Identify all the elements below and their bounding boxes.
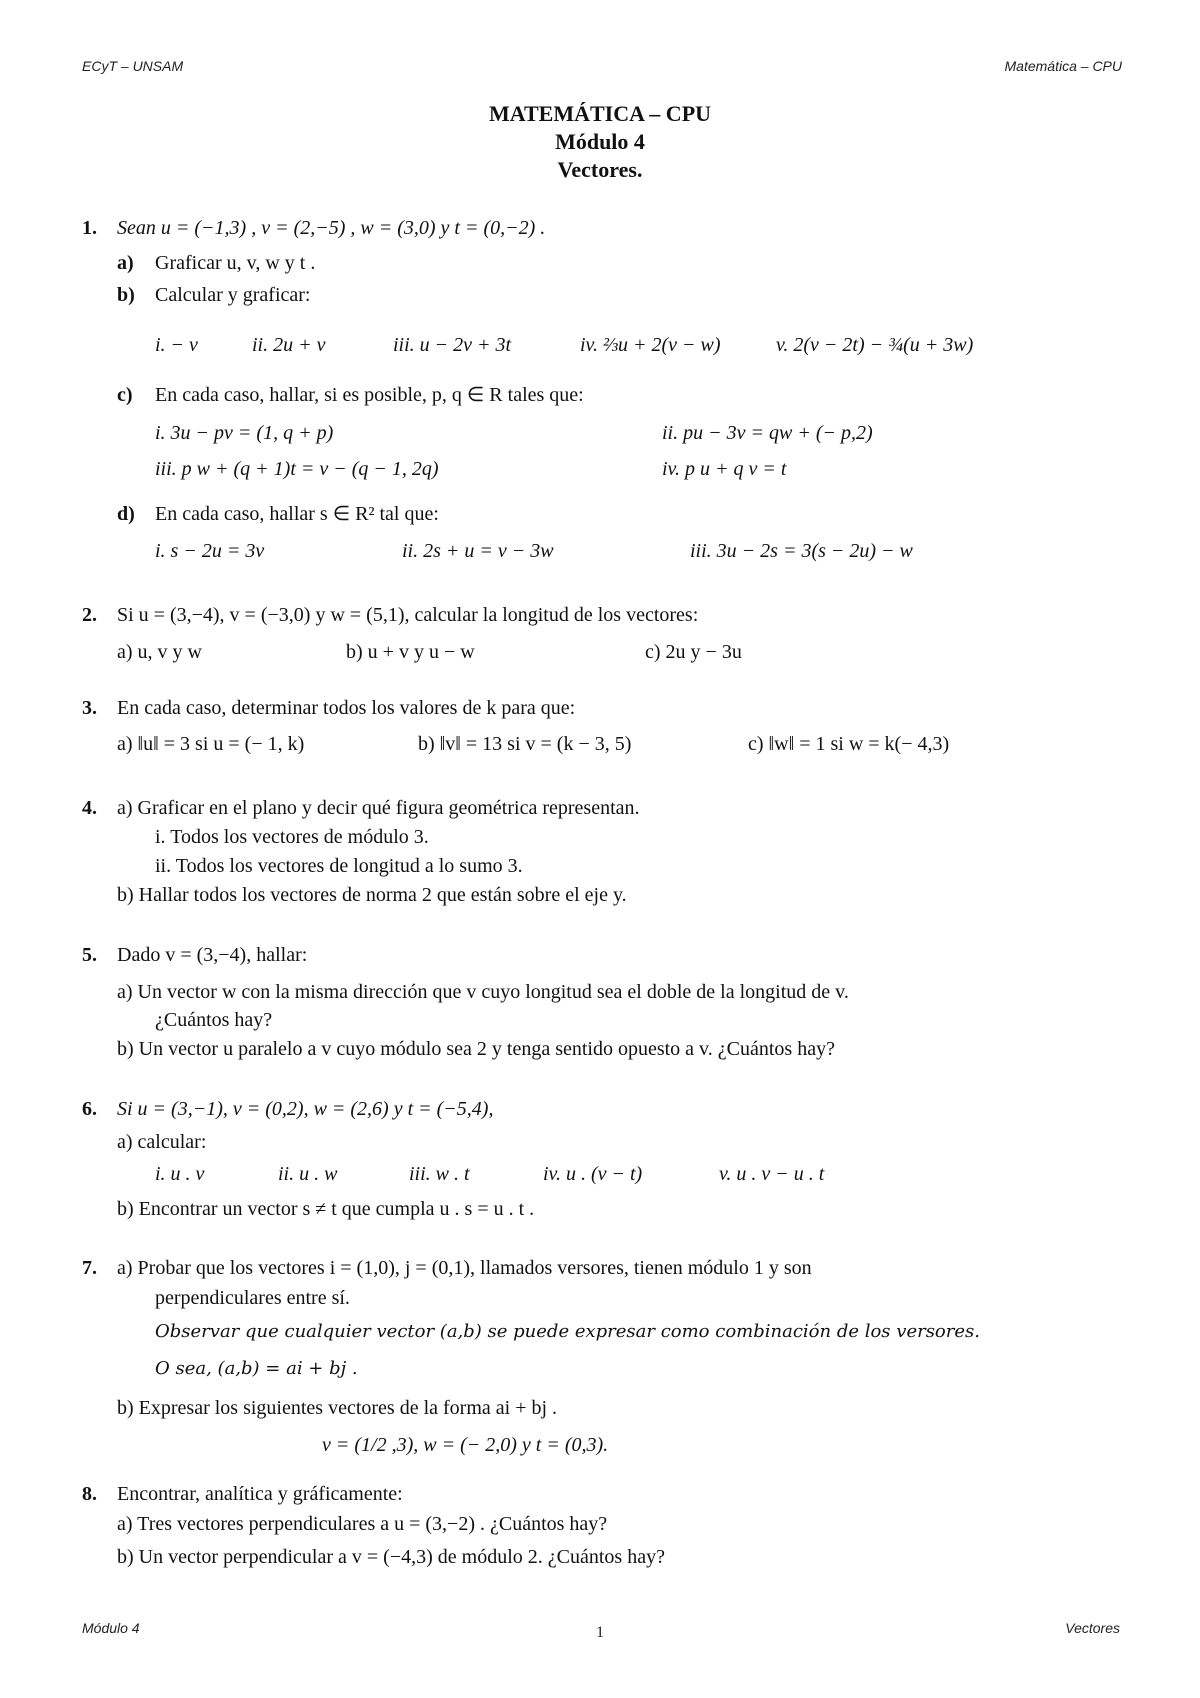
ex1-d-i: i. s − 2u = 3v — [155, 540, 265, 562]
ex8-a: a) Tres vectores perpendiculares a u = (3,−2) . ¿Cuántos hay? — [117, 1513, 608, 1535]
ex3-a: a) ‖u‖ = 3 si u = (− 1, k) — [117, 733, 305, 755]
ex6-a-v: v. u . v − u . t — [719, 1163, 825, 1185]
title-line-3: Vectores. — [557, 157, 643, 182]
header-left: ECyT – UNSAM — [82, 58, 184, 74]
ex7-b-vectors: v = (1/2 ,3), w = (− 2,0) y t = (0,3). — [322, 1434, 609, 1456]
page-title — [0, 100, 1200, 184]
ex1-c-iii: iii. p w + (q + 1)t = v − (q − 1, 2q) — [155, 458, 439, 480]
title-line-2: Módulo 4 — [555, 129, 645, 154]
ex4-b: b) Hallar todos los vectores de norma 2 que están sobre el eje y. — [117, 884, 627, 906]
ex1-c-ii: ii. pu − 3v = qw + (− p,2) — [662, 422, 873, 444]
ex2-b: b) u + v y u − w — [346, 641, 475, 663]
ex1-b-label: b) — [117, 284, 135, 306]
ex3-number: 3. — [82, 697, 97, 719]
ex1-a-text: Graficar u, v, w y t . — [155, 252, 316, 274]
page-number: 1 — [596, 1624, 604, 1641]
ex2-c: c) 2u y − 3u — [645, 641, 742, 663]
ex7-a-observation: Observar que cualquier vector (a,b) se puede expresar como combinación de los versores. — [155, 1321, 980, 1342]
ex8-b: b) Un vector perpendicular a v = (−4,3) de módulo 2. ¿Cuántos hay? — [117, 1546, 665, 1568]
ex7-a-formula: O sea, (a,b) = ai + bj . — [155, 1358, 358, 1379]
ex5-a-line1: a) Un vector w con la misma dirección que v cuyo longitud sea el doble de la longitud de v. — [117, 981, 849, 1003]
ex1-c-iv: iv. p u + q v = t — [662, 458, 787, 480]
ex6-b: b) Encontrar un vector s ≠ t que cumpla u . s = u . t . — [117, 1198, 535, 1220]
ex1-c-label: c) — [117, 384, 133, 406]
ex4-a: a) Graficar en el plano y decir qué figura geométrica representan. — [117, 797, 640, 819]
ex8-intro: Encontrar, analítica y gráficamente: — [117, 1483, 403, 1505]
ex6-number: 6. — [82, 1098, 97, 1120]
ex7-number: 7. — [82, 1257, 97, 1279]
ex1-d-label: d) — [117, 503, 135, 525]
ex3-intro: En cada caso, determinar todos los valores de k para que: — [117, 697, 576, 719]
ex1-d-iii: iii. 3u − 2s = 3(s − 2u) − w — [690, 540, 913, 562]
ex7-a-line2: perpendiculares entre sí. — [155, 1287, 350, 1309]
footer-right: Vectores — [1065, 1620, 1120, 1636]
ex6-a-i: i. u . v — [155, 1163, 205, 1185]
ex1-b-text: Calcular y graficar: — [155, 284, 311, 306]
ex1-d-text: En cada caso, hallar s ∈ R² tal que: — [155, 503, 439, 525]
footer-left: Módulo 4 — [82, 1620, 140, 1636]
ex6-a: a) calcular: — [117, 1131, 207, 1153]
ex2-intro: Si u = (3,−4), v = (−3,0) y w = (5,1), calcular la longitud de los vectores: — [117, 604, 699, 626]
ex4-a-i: i. Todos los vectores de módulo 3. — [155, 826, 429, 848]
ex5-intro: Dado v = (3,−4), hallar: — [117, 944, 308, 966]
ex1-b-v: v. 2(v − 2t) − ¾(u + 3w) — [776, 334, 974, 356]
ex6-a-iv: iv. u . (v − t) — [543, 1163, 643, 1185]
ex5-a-line2: ¿Cuántos hay? — [155, 1009, 273, 1031]
ex1-d-ii: ii. 2s + u = v − 3w — [402, 540, 554, 562]
ex1-intro: Sean u = (−1,3) , v = (2,−5) , w = (3,0) y t = (0,−2) . — [117, 217, 546, 239]
ex1-a-label: a) — [117, 252, 134, 274]
ex1-number: 1. — [82, 217, 97, 239]
ex6-a-iii: iii. w . t — [409, 1163, 470, 1185]
ex5-b: b) Un vector u paralelo a v cuyo módulo sea 2 y tenga sentido opuesto a v. ¿Cuántos hay? — [117, 1038, 835, 1060]
ex8-number: 8. — [82, 1483, 97, 1505]
ex1-c-text: En cada caso, hallar, si es posible, p, q ∈ R tales que: — [155, 384, 584, 406]
ex3-c: c) ‖w‖ = 1 si w = k(− 4,3) — [748, 733, 950, 755]
ex7-a-line1: a) Probar que los vectores i = (1,0), j = (0,1), llamados versores, tienen módulo 1 y son — [117, 1257, 812, 1279]
ex4-number: 4. — [82, 797, 97, 819]
ex1-b-iv: iv. ⅔u + 2(v − w) — [580, 334, 721, 356]
title-line-1: MATEMÁTICA – CPU — [488, 101, 712, 126]
ex1-c-i: i. 3u − pv = (1, q + p) — [155, 422, 334, 444]
ex1-b-i: i. − v — [155, 334, 198, 356]
ex4-a-ii: ii. Todos los vectores de longitud a lo sumo 3. — [155, 855, 523, 877]
header-right: Matemática – CPU — [1004, 58, 1122, 74]
ex6-a-ii: ii. u . w — [278, 1163, 338, 1185]
ex1-b-iii: iii. u − 2v + 3t — [393, 334, 512, 356]
ex5-number: 5. — [82, 944, 97, 966]
ex3-b: b) ‖v‖ = 13 si v = (k − 3, 5) — [418, 733, 632, 755]
ex7-b: b) Expresar los siguientes vectores de la forma ai + bj . — [117, 1397, 558, 1419]
ex6-intro: Si u = (3,−1), v = (0,2), w = (2,6) y t = (−5,4), — [117, 1098, 494, 1120]
ex2-number: 2. — [82, 604, 97, 626]
ex2-a: a) u, v y w — [117, 641, 202, 663]
ex1-b-ii: ii. 2u + v — [252, 334, 326, 356]
